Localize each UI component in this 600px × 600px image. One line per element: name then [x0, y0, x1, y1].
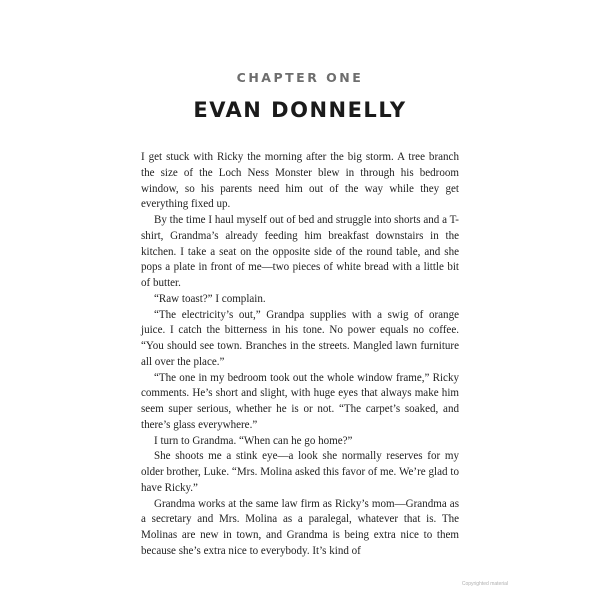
paragraph: I turn to Grandma. “When can he go home?” — [154, 434, 353, 447]
paragraph: Grandma works at the same law firm as Ricky’s mom—Grandma as a secretary and Mrs. Molina as a paralegal, whatever that is. The Molinas are new in town, and Grandma is being extra nice to them because she’s extra nice to everybody. It’s kind of — [141, 497, 459, 557]
paragraph: I get stuck with Ricky the morning after the big storm. A tree branch the size of the Loch Ness Monster blew in through his bedroom window, so his parents need him out of the way while they get everything fixed up. — [141, 151, 459, 211]
paragraph: “The one in my bedroom took out the whole window frame,” Ricky comments. He’s short and slight, with huge eyes that always make him seem super serious, whether he is or not. “The carpet’s soaked, and there’s glass everywhere.” — [141, 371, 459, 431]
paragraph: “Raw toast?” I complain. — [154, 292, 266, 305]
paragraph: She shoots me a stink eye—a look she normally reserves for my older brother, Luke. “Mrs. Molina asked this favor of me. We’re glad to have Ricky.” — [141, 450, 459, 494]
chapter-body — [141, 150, 459, 560]
paragraph: By the time I haul myself out of bed and struggle into shorts and a T-shirt, Grandma’s already feeding him breakfast downstairs in the kitchen. I take a seat on the opposite side of the round table, and she pops a plate in front of me—two pieces of white bread with a little bit of butter. — [141, 214, 459, 289]
chapter-label: CHAPTER ONE — [236, 70, 364, 85]
chapter-title: EVAN DONNELLY — [193, 98, 407, 122]
copyright-watermark: Copyrighted material — [461, 581, 508, 587]
paragraph: “The electricity’s out,” Grandpa supplies with a swig of orange juice. I catch the bitterness in his tone. No power equals no coffee. “You should see town. Branches in the streets. Mangled lawn furniture all over the place.” — [141, 308, 459, 368]
